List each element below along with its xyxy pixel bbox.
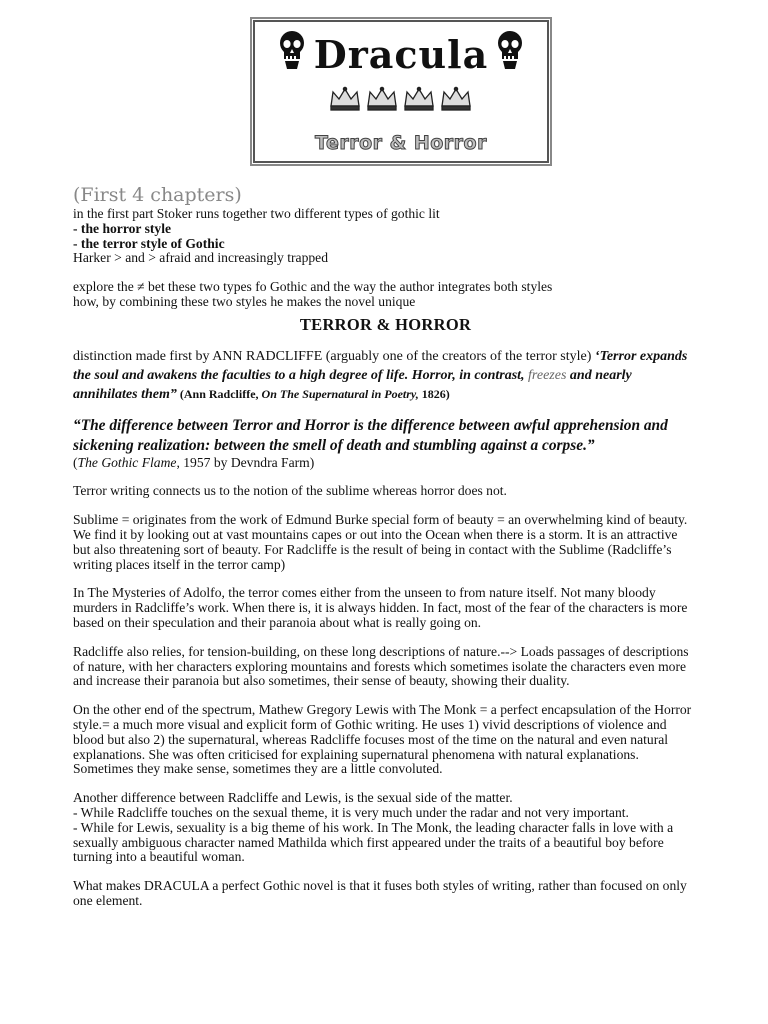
section-subtitle: (First 4 chapters) bbox=[73, 184, 242, 206]
terror-style-item: - the terror style of Gothic bbox=[73, 235, 225, 251]
radcliffe-quote-paragraph: distinction made first by ANN RADCLIFFE (arguably one of the creators of the terror style) ‘Terror expands the soul and awakens the faculties to a high degree of life. Horror, in contrast, freezes and nearly annihilates them” (Ann Radcliffe, On The Supernatural in Poetry, 1826) bbox=[73, 348, 688, 402]
paragraph: What makes DRACULA a perfect Gothic novel is that it fuses both styles of writing, rather than focused on only one element. bbox=[73, 878, 687, 908]
title-banner bbox=[253, 20, 549, 163]
horror-style-item: - the horror style bbox=[73, 220, 172, 236]
paragraph: - While Radcliffe touches on the sexual theme, it is very much under the radar and not very important. bbox=[73, 804, 629, 820]
skull-icon bbox=[495, 30, 525, 70]
explore-line: explore the ≠ bet these two types fo Gothic and the way the author integrates both styles bbox=[73, 279, 553, 295]
paragraph: Another difference between Radcliffe and Lewis, is the sexual side of the matter. bbox=[73, 790, 513, 806]
paragraph: In The Mysteries of Adolfo, the terror comes either from the unseen to from nature itself. Not many bloody murders in Radcliffe’s work. When there is, it is always hidden. In fact, most of the fear of the characters is more based on their speculation and their paranoia about what is really going on. bbox=[73, 585, 688, 630]
gothic-flame-quote: “The difference between Terror and Horror is the difference between awful apprehension and sickening realization: between the smell of death and stumbling against a corpse.” bbox=[73, 416, 668, 454]
intro-line: in the first part Stoker runs together two different types of gothic lit bbox=[73, 206, 440, 221]
harker-line: Harker > and > afraid and increasingly trapped bbox=[73, 250, 329, 266]
banner-subtitle: Terror & Horror bbox=[315, 132, 487, 154]
explore-line: how, by combining these two styles he makes the novel unique bbox=[73, 293, 416, 309]
document-body bbox=[73, 183, 698, 909]
paragraph: On the other end of the spectrum, Mathew Gregory Lewis with The Monk = a perfect encapsulation of the Horror style.= a much more visual and explicit form of Gothic writing. He uses 1) vivid descriptions of violence and blood but also 2) the supernatural, whereas Radcliffe focuses most of the time on the natural and even natural explanations. She was often criticised for explaining supernatural phenomena with natural explanations. Sometimes they make sense, sometimes they are a little convoluted. bbox=[73, 702, 692, 777]
crown-ornament-icon bbox=[327, 86, 477, 112]
paragraph: Radcliffe also relies, for tension-building, on these long descriptions of nature.--> Loads passages of descriptions of nature, with her characters exploring mountains and forests which sometimes isolate the characters even more and increase their paranoia but also sometimes, their sense of beauty, showing their duality. bbox=[73, 643, 689, 689]
gothic-flame-citation: (The Gothic Flame, 1957 by Devndra Farm) bbox=[73, 454, 315, 470]
paragraph: Terror writing connects us to the notion of the sublime whereas horror does not. bbox=[73, 483, 507, 499]
paragraph: - While for Lewis, sexuality is a big theme of his work. In The Monk, the leading character falls in love with a sexually ambiguous character named Mathilda which first appeared under the traits of a beautiful boy before turning into a beautiful woman. bbox=[73, 819, 674, 865]
banner-title: Dracula bbox=[313, 32, 489, 77]
section-heading: TERROR & HORROR bbox=[299, 314, 472, 334]
paragraph: Sublime = originates from the work of Edmund Burke special form of beauty = an overwhelming kind of beauty. We find it by looking out at vast mountains capes or out into the Ocean when there is a storm. It is an attractive but also threatening sort of beauty. For Radcliffe is the result of being in contact with the Sublime (Radcliffe’s writing places itself in the terror camp) bbox=[73, 512, 688, 572]
